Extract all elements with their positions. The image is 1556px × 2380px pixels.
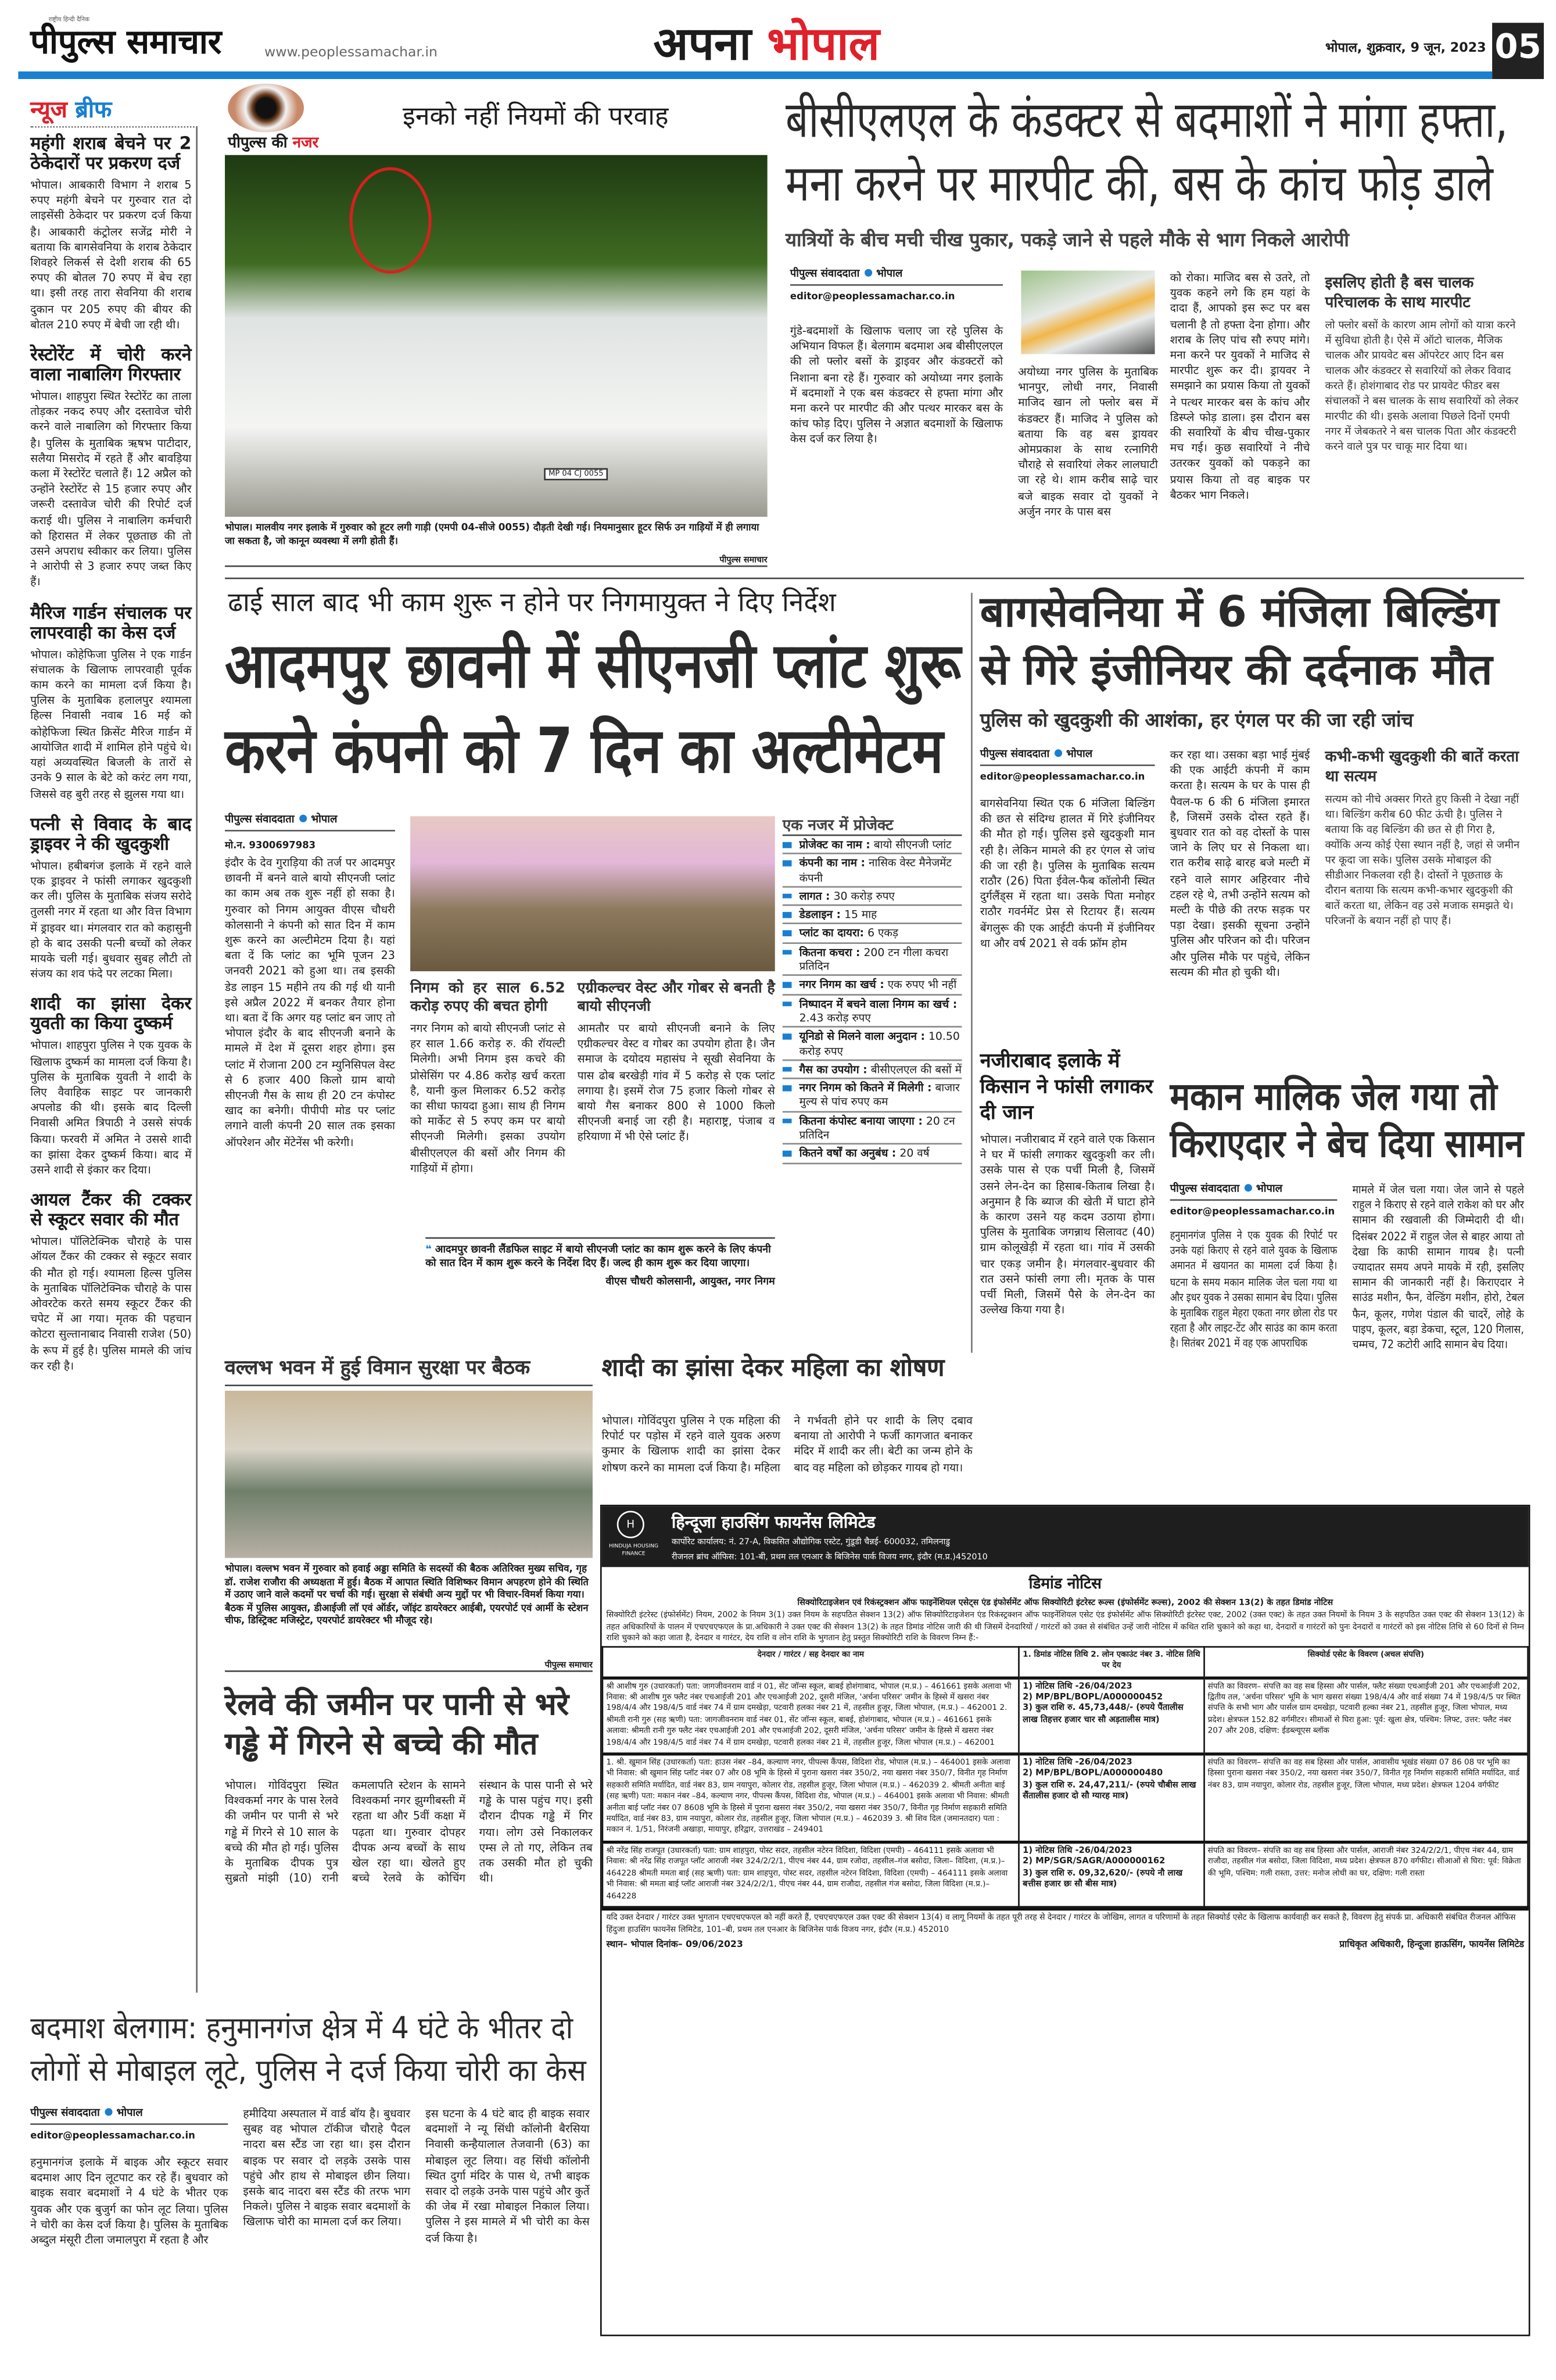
factbox-value: बायो सीएनजी प्लांट [873, 837, 952, 851]
reporter-email[interactable]: editor@peoplessamachar.co.in [980, 772, 1145, 783]
page-number: 05 [1492, 23, 1544, 79]
brief-item [30, 134, 191, 333]
secured-asset: संपति का विवरण– संपत्ति का वह सब हिस्सा और पार्सल, आवासीय भूखंड संख्या 07 86 08 पर भूमि का हिस्सा पुराना खसरा नंबर 350/2, नया खसरा नंबर 350/7, विनीत गृह निर्माण सहकारी समिति मर्यादित, वार्ड नंबर 83, ग्राम नयापुरा, कोलार रोड, तहसील हुजूर, जिला भोपाल, मध्य प्रदेश। क्षेत्रफल 1204 वर्गफीट [1204, 1754, 1528, 1842]
section-title [654, 18, 880, 73]
loot-body-col1: हनुमानगंज इलाके में बाइक और स्कूटर सवार बदमाश आए दिन लूटपाट कर रहे हैं। बुधवार को बाइक सवार बदमाशों ने 4 घंटे के भीतर एक युवक और एक बुजुर्ग का फोन लूट लिया। पुलिस ने चोरी का केस दर्ज किया है। पुलिस के मुताबिक अब्दुल मंसूरी टीला जमालपुरा में रहता है और [30, 2155, 228, 2247]
bcll-headline: बीसीएलएल के कंडक्टर से बदमाशों ने मांगा हफ्ता, मना करने पर मारपीट की, बस के कांच फोड़ डाले [786, 90, 1508, 213]
bullet-icon [299, 815, 306, 822]
factbox-row-text [799, 926, 898, 940]
number-plate: MP 04 CJ 0055 [544, 468, 608, 480]
loot-headline: बदमाश बेलगाम: हनुमानगंज क्षेत्र में 4 घंटे के भीतर दो लोगों से मोबाइल लूटे, पुलिस ने दर्ज किया चोरी का केस [30, 2009, 586, 2089]
factbox-row [783, 1028, 962, 1061]
bullet-icon [783, 1118, 792, 1123]
company-name: हिन्दूजा हाउसिंग फायनेंस लिमिटेड [671, 1512, 876, 1533]
photo-caption: भोपाल। मालवीय नगर इलाके में गुरुवार को हूटर लगी गाड़ी (एमपी 04-सीजे 0055) दौड़ती देखी गई। नियमानुसार हूटर सिर्फ उन गाड़ियों में ही लगाया जा सकता है, जो कानून व्यवस्था में लगी होती हैं। [225, 521, 759, 547]
amount-due: 3) कुल राशि रु. 09,32,620/- (रुपये नौ लाख बत्तीस हजार छः सौ बीस मात्र) [1023, 1869, 1183, 1889]
col-header: सिक्योर्ड एसेट के विवरण (अचल संपत्ति) [1204, 1647, 1528, 1677]
debtor-names: श्री आशीष गुरु (उधारकर्ता) पता: जागजीवनराम वार्ड नं 01, सेंट जॉन्स स्कूल, बाबई होशंगाबाद, भोपाल (म.प्र.) – 461661 इसके अलावा भी निवास: श्री आशीष गुरु फ्लैट नंबर एचआईजी 201 और एचआईजी 202, दूसरी मंजिल, 'अर्चना परिसर' जमीन के हिस्से में खसरा नंबर 198/4/4 और 198/4/5 वार्ड नंबर 74 में ग्राम दमखेड़ा, पटवारी हलका नंबर 21 में, तहसील हुजूर, जिला भोपाल, (म.प्र.) – 462001 2. श्रीमती रानी गुरु (सह ऋणी) पता: जागजीवनराम वार्ड नंबर 01, सेंट जॉन्स स्कूल, बाबई, होशंगाबाद, भोपाल (म.प्र.) – 461661 इसके अलावा: श्रीमती रानी गुरु फ्लैट नंबर एचआईजी 201 और एचआईजी 202, दूसरी मंजिल, 'अर्चना परिसर' जमीन के हिस्से में खसरा नंबर 198/4/4 और 198/4/5 वार्ड नंबर 74 में ग्राम दमखेड़ा, पटवारी हलका नंबर 21 में, तहसील हुजूर, जिला भोपाल (म.प्र.) – 462001 [603, 1677, 1019, 1754]
bullet-icon [1054, 749, 1062, 757]
bag-headline: बागसेवनिया में 6 मंजिला बिल्डिंग से गिरे इंजीनियर की दर्दनाक मौत [980, 586, 1499, 695]
factbox-row [783, 887, 962, 906]
nazar-label-a: पीपुल्स की [228, 135, 288, 152]
reporter: पीपुल्स संवाददाता [225, 813, 295, 826]
factbox-row-text [799, 908, 877, 922]
bullet-icon [783, 1067, 792, 1072]
loot-body-col2: हमीदिया अस्पताल में वार्ड बॉय है। बुधवार सुबह वह भोपाल टॉकीज चौराहे पैदल नादरा बस स्टैंड जा रहा था। इस दौरान बाइक पर सवार दो लड़के उसके पास पहुंचे और हाथ से मोबाइल छीन लिया। इसके बाद नादरा बस स्टैंड की तरफ भाग निकले। पुलिस ने बाइक सवार बदमाशों के खिलाफ चोरी का मामला दर्ज कर लिया। [243, 2106, 411, 2229]
brief-item [30, 1190, 191, 1374]
factbox-row-text [799, 838, 952, 851]
photo-caption: भोपाल। वल्लभ भवन में गुरुवार को हवाई अड्डा समिति के सदस्यों की बैठक अतिरिक्त मुख्य सचिव, गृह डॉ. राजेश राजौरा की अध्यक्षता में हुई। बैठक में आपात स्थिति विशिष्कर विमान अपहरण होने की स्थिति में उठाए जाने वाले कदमों पर चर्चा की गई। सुरक्षा से संबंधी अन्य मुद्दों पर भी विचार-विमर्श किया गया। बैठक में पुलिस आयुक्त, डीआईजी लॉ एवं ऑर्डर, जॉइंट डायरेक्टर आईबी, एयरपोर्ट एवं आर्मी के स्टेशन चीफ, डिस्ट्रिक्ट मजिस्ट्रेट, एयरपोर्ट डायरेक्टर भी मौजूद रहे। [225, 1562, 589, 1627]
highlight-circle [349, 167, 431, 274]
hinduja-logo-icon: H [617, 1511, 644, 1538]
najib-story [980, 1048, 1155, 1318]
sidebar-headline: कभी-कभी खुदकुशी की बातें करता था सत्यम [1325, 749, 1519, 786]
brief-headline: पत्नी से विवाद के बाद ड्राइवर ने की खुदकुशी [30, 813, 192, 854]
adampur-byline [225, 813, 395, 851]
makan-body-col1: हनुमानगंज पुलिस ने एक युवक की रिपोर्ट पर उनके यहां किराए से रहने वाले युवक के खिलाफ अमानत में खयानत का मामला दर्ज किया है। घटना के समय मकान मालिक जेल चला गया था और इधर युवक ने उसका सामान बेच दिया। पुलिस के मुताबिक राहुल मेहरा एकता नगर छोला रोड पर रहता है और लाइट-टेंट और साउंड का काम करता है। सितंबर 2021 में वह एक आपराधिक [1170, 1228, 1338, 1351]
factbox-key: लागत : [799, 889, 830, 903]
brief-item [30, 603, 191, 802]
project-factbox [783, 813, 962, 1164]
reporter: पीपुल्स संवाददाता [980, 747, 1050, 760]
bullet-icon [783, 1086, 792, 1091]
reporter: पीपुल्स संवाददाता [1170, 1182, 1240, 1195]
factbox-row-text [799, 1114, 962, 1142]
bag-body-col2: कर रहा था। उसका बड़ा भाई मुंबई की एक आईटी कंपनी में काम करता है। सत्यम के घर के पास ही पैवल-फ 6 की 6 मंजिला इमारत है, जिसमें उसके दोस्त रहते हैं। बुधवार रात को वह दोस्तों के पास जाने के लिए घर से निकला था। रात करीब साढ़े बारह बजे मल्टी में रहने वाले सागर अहिरवार नीचे टहल रहे थे, तभी उन्होंने सत्यम को मल्टी के पीछे की तरफ सड़क पर पड़ा देखा। इसकी सूचना उन्होंने पुलिस और परिजन को दी। परिजन और पुलिस मौके पर पहुंचे, लेकिन सत्यम की मौत हो चुकी थी। [1170, 747, 1310, 979]
brief-title-a: न्यूज [30, 95, 67, 123]
photo-landfill [410, 816, 775, 971]
factbox-value: 200 टन गीला कचरा प्रतिदिन [799, 945, 949, 973]
factbox-value: 2.43 करोड़ रुपए [799, 1011, 871, 1025]
dateline-city: भोपाल [311, 813, 338, 826]
shadi-headline: शादी का झांसा देकर महिला का शोषण [601, 1352, 945, 1382]
tagline: राष्ट्रीय हिन्दी दैनिक [48, 15, 90, 23]
railway-headline: रेलवे की जमीन पर पानी से भरे गड्ढे में गिरने से बच्चे की मौत [225, 1685, 569, 1762]
dateline-city: भोपाल [116, 2106, 143, 2119]
notice-date: 1) नोटिस तिथि -26/04/2023 [1023, 1846, 1132, 1856]
header-rule [18, 71, 1492, 79]
notice-row [603, 1842, 1528, 1906]
dateline-city: भोपाल [1066, 747, 1093, 760]
loot-body-col3: इस घटना के 4 घंटे बाद ही बाइक सवार बदमाशों ने न्यू सिंधी कॉलोनी बैरसिया निवासी कन्हैयालाल तेजवानी (63) का मोबाइल लूट लिया। वह सिंधी कॉलोनी स्थित दुर्गा मंदिर के पास थे, तभी बाइक सवार दो लड़के उनके पास पहुंचे और कुर्ते की जेब में रखा मोबाइल निकाल लिया। पुलिस ने इस मामले में भी चोरी का केस दर्ज किया है। [425, 2106, 590, 2245]
demand-notice-ad [600, 1505, 1530, 2336]
footer-text: यदि उक्त देनदार / गारंटर उक्त भुगतान एचएचएफएल को नहीं करते हैं, एचएचएफएल उक्त एक्ट की सेक्शन 13(4) व लागू नियमों के तहत पूरी तरह से देनदार / गारंटर के जोखिम, लागत व परिणामों के तहत सिक्योर्ड एसेट के खिलाफ कार्यवाही कर सकते है, विवरण हेतु संपर्क प्रा. अधिकारी संबंधित रीजनल ऑफिस हिंदुजा हाउसिंग फायनेंस लिमिटेड, 101–बी, प्रथम तल एनआर के बिजिनेस पार्क विजय नगर, इंदौर (म.प्र.) 452010 [606, 1913, 1516, 1934]
adampur-body-col2 [410, 980, 565, 1176]
railway-body: भोपाल। गोविंदपुरा स्थित विश्वकर्मा नगर के पास रेलवे की जमीन पर पानी से भरे गड्ढे में गिरने से 10 साल के बच्चे की मौत हो गई। पुलिस के मुताबिक दीपक पुत्र सुब्रतो मांझी (10) रानी कमलापति स्टेशन के सामने विश्वकर्मा नगर झुग्गीबस्ती में रहता था और 5वीं कक्षा में पढ़ता था। गुरुवार दोपहर दीपक अन्य बच्चों के साथ खेल रहा था। खेलते हुए बच्चे रेलवे के कोचिंग संस्थान के पास पानी से भरे गड्ढे के पास पहुंच गए। इसी दौरान दीपक गड्ढे में गिर गया। लोग उसे निकालकर एम्स ले तो गए, लेकिन तब तक उसकी मौत हो चुकी थी। [225, 1778, 593, 1885]
factbox-key: निष्पादन में बचने वाला निगम का खर्च : [799, 996, 958, 1011]
bullet-icon [783, 893, 792, 899]
adampur-kicker: ढाई साल बाद भी काम शुरू न होने पर निगमायुक्त ने दिए निर्देश [228, 588, 836, 619]
debtor-names: 1. श्री. खुमान सिंह (उधारकर्ता) पता: हाउस नंबर –84, कल्याण नगर, पीपल्स कैंपस, विदिशा रोड, भोपाल (म.प्र.) – 464001 इसके अलावा भी निवास: श्री खुमान सिंह प्लॉट नंबर 07 और 08 भूमि के हिस्से में पुराना खसरा नंबर 350/2, नया खसरा नंबर 350/7, विनीत गृह निर्माण सहकारी समिति मर्यादित, वार्ड नंबर 83, ग्राम नयापुरा, कोलार रोड, तहसील हुजूर, जिला भोपाल (म.प्र.) – 462039 2. श्रीमती अनीता बाई (सह ऋणी) पता: मकान नंबर –84, कल्याण नगर, पीपल्स कैंपस, विदिशा रोड, भोपाल (म.प्र.) – 464001 इसके अलावा भी निवास: श्रीमती अनीता बाई प्लॉट नंबर 07 8608 भूमि के हिस्से में पुराना खसरा नंबर 350/2, नया खसरा नंबर 350/7, विनीत गृह निर्माण सहकारी समिति मर्यादित, वार्ड नंबर 83, ग्राम नयापुरा, कोलार रोड, तहसील हुजूर, जिला भोपाल (म.प्र.) – 462039 3. श्री शिव दिल (जमानतदार) पता : मकान नं. 1/51, निरंजनी अखाड़ा, मायापुर, हरिद्वार, उत्तराखंड – 249401 [603, 1754, 1019, 1842]
factbox-key: डेडलाइन : [799, 907, 841, 922]
factbox-value: नासिक वेस्ट मैनेजमेंट कंपनी [799, 856, 952, 884]
photo-bus [1021, 271, 1155, 355]
subhead: एग्रीकल्चर वेस्ट और गोबर से बनती है बायो सीएनजी [577, 980, 775, 1015]
factbox-row-text [799, 1029, 962, 1058]
notice-row [603, 1754, 1528, 1842]
factbox-key: कितना कचरा : [799, 945, 861, 959]
bullet-icon [864, 269, 872, 277]
secured-asset: संपति का विवरण– संपत्ति का वह सब हिस्सा और पार्सल, आराजी नंबर 324/2/2/1, पीएच नंबर 44, ग्राम राजौदा, तहसील गंज बसोदा, जिला विदिशा, मध्य प्रदेश। क्षेत्रफल 870 वर्गफीट। सीआओं से घिरा: पूर्व: विक्रेता की भूमि, पश्चिम: गली रास्ता, उत्तर: मनोज लोधी का घर, दक्षिण: गली रास्ता [1204, 1842, 1528, 1906]
loan-account: 2) MP/SGR/SAGR/A000000162 [1023, 1858, 1166, 1867]
factbox-row-text [799, 889, 895, 903]
notice-date: 1) नोटिस तिथि -26/04/2023 [1023, 1758, 1132, 1768]
bag-sidebar [1325, 748, 1524, 929]
bcll-body-col3: को रोका। माजिद बस से उतरे, तो युवक कहने लगे कि हम यहां के दादा हैं, आपको इस रूट पर बस चलानी है तो हफ्ता देना होगा। और शराब के लिए पांच सौ रुपए मांगे। मना करने पर युवकों ने माजिद से मारपीट शुरू कर दी। ड्रायवर ने समझाने का प्रयास किया तो युवकों ने पत्थर मारकर बस के कांच और डिस्प्ले फोड़ डाला। इस दौरान बस की सवारियों के बीच चीख-पुकार मच गई। कुछ सवारियों ने नीचे उतरकर युवकों को पकड़ने का प्रयास किया तो वह बाइक पर बैठकर भाग निकले। [1170, 270, 1310, 502]
brief-item [30, 994, 191, 1178]
brief-body: भोपाल। शाहपुरा पुलिस ने एक युवक के खिलाफ दुष्कर्म का मामला दर्ज किया है। पुलिस के मुताबिक युवती ने शादी के लिए वैवाहिक साइट पर जानकारी अपलोड की थी। इसके बाद दिल्ली निवासी अमित त्रिपाठी ने उससे संपर्क किया। फरवरी में अमित ने उससे शादी का झांसा देकर दुष्कर्म किया। बाद में उसने शादी से इंकार कर दिया। [30, 1039, 192, 1177]
brief-headline: मैरिज गार्डन संचालक पर लापरवाही का केस दर्ज [30, 601, 192, 643]
section-title-b: भोपाल [767, 18, 880, 71]
bcll-body-col1: गुंडे-बदमाशों के खिलाफ चलाए जा रहे पुलिस के अभियान विफल हैं। बेलगाम बदमाश अब बीसीएलएल की लो फ्लोर बसों के ड्राइवर और कंडक्टरों को निशाना बना रहे हैं। गुरुवार को अयोध्या नगर इलाके में बदमाशों ने एक बस कंडक्टर से हफ्ता मांगा और मना करने पर मारपीट की और पत्थर मारकर बस के कांच फोड़ दिए। पुलिस ने अज्ञात बदमाशों के खिलाफ केस दर्ज कर लिया है। [790, 324, 1003, 446]
reporter-email[interactable]: editor@peoplessamachar.co.in [790, 292, 955, 303]
brief-headline: रेस्टोरेंट में चोरी करने वाला नाबालिग गिरफ्तार [30, 343, 192, 385]
factbox-row [783, 976, 962, 995]
sidebar-body: सत्यम को नीचे अक्सर गिरते हुए किसी ने देखा नहीं था। बिल्डिंग करीब 60 फीट ऊंची है। पुलिस ने बताया कि वह बिल्डिंग की छत से ही गिरा है, क्योंकि अन्य कोई ऐसा स्थान नहीं है, जहां से जमीन पर कूदा जा सके। पुलिस उसके मोबाइल की सीडीआर निकलवा रही है। दोस्तों ने पूछताछ के दौरान बताया कि सत्यम कभी-कभार खुदकुशी की बातें करता था, लेकिन वह उसे मजाक समझते थे। परिजनों के बयान नहीं हो पाए हैं। [1325, 793, 1520, 928]
bag-body-col1: बागसेवनिया स्थित एक 6 मंजिला बिल्डिंग की छत से संदिग्ध हालत में गिरे इंजीनियर की मौत हो गई। पुलिस इसे खुदकुशी मान रही है। लेकिन मामले की हर एंगल से जांच की जा रही है। पुलिस के मुताबिक सत्यम राठौर (26) पिता ईवेल-फैब कॉलोनी स्थित दुर्गलैंड्स में रहता था। उसके पिता मनोहर राठौर गवर्नमेंट प्रेस से रिटायर हैं। सत्यम बेंगलुरू की एक आईटी कंपनी में इंजीनियर था और वर्ष 2021 से वर्क फ्रॉम होम [980, 796, 1155, 950]
photo-credit: पीपुल्स समाचार [225, 553, 768, 567]
factbox-row-text [799, 997, 962, 1025]
masthead-logo [30, 15, 255, 64]
brief-body: भोपाल। आबकारी विभाग ने शराब 5 रुपए महंगी बेचने पर गुरुवार रात दो लाइसेंसी ठेकेदार पर प्रकरण दर्ज किया है। आबकारी कंट्रोलर सजेंद्र मोरी ने बताया कि बागसेवनिया के शराब ठेकेदार शिवहरे लिकर्स से देशी शराब की 65 रुपए की बोतल 70 रुपए में बेच रहा था। इसी तरह तारा सेवनिया की शराब दुकान पर 205 रुपए की बीयर की बोतल 210 रुपए में बेची जा रही थी। [30, 177, 192, 331]
logo-text: HINDUJA HOUSING FINANCE [608, 1542, 659, 1556]
sidebar-body: लो फ्लोर बसों के कारण आम लोगों को यात्रा करने में सुविधा होती है। ऐसे में ऑटो चालक, मैजिक चालक और प्रायवेट बस ऑपरेटर आए दिन बस चालक और कंडक्टर से सवारियों को लेकर विवाद करते हैं। होशंगाबाद रोड पर प्रायवेट फीडर बस संचालकों ने बस चालक के साथ सवारियों को लेकर मारपीट की थी। इसके अलावा पिछले दिनों एमपी नगर में जेबकतरे ने बस चालक पिता और कंडक्टरी करने वाले पुत्र पर चाकू मार दिया था। [1325, 319, 1519, 453]
factbox-key: कंपनी का नाम : [799, 856, 866, 870]
regional-office: रीजनल ब्रांच ऑफिस: 101-बी, प्रथम तल एनआर के बिजिनेस पार्क विजय नगर, इंदौर (म.प्र.)452010 [671, 1553, 988, 1563]
factbox-value: 20 टन प्रतिदिन [799, 1114, 955, 1142]
place-date: स्थान– भोपाल दिनांक– 09/06/2023 [606, 1939, 743, 1950]
brief-title-b: ब्रीफ [75, 95, 112, 123]
brief-item [30, 345, 191, 591]
factbox-key: नगर निगम को कितने में मिलेगी : [799, 1080, 932, 1095]
factbox-row [783, 906, 962, 925]
factbox-row [783, 836, 962, 854]
column-divider [196, 126, 197, 1992]
bullet-icon [783, 931, 792, 936]
photo-hooter-car [225, 155, 768, 517]
factbox-key: गैस का उपयोग : [799, 1062, 867, 1076]
factbox-key: प्लांट का दायरा: [799, 926, 865, 940]
bullet-icon [1244, 1184, 1252, 1191]
corporate-office: कार्पोरेट कार्यालय: नं. 27-A, विकसित औद्योगिक एस्टेट, गुंडूडी चैन्नई- 600032, तमिलनाडु [671, 1538, 951, 1548]
brief-body: भोपाल। हबीबगंज इलाके में रहने वाले एक ड्राइवर ने फांसी लगाकर खुदकुशी कर ली। पुलिस के मुताबिक संजय सरोदे तुलसी नगर में रहता था और वित्त विभाग में ड्राइवर था। मंगलवार रात को कहासुनी हो के बाद उसकी पत्नी बच्चों को लेकर मायके चली गई। बुधवार सुबह लौटी तो संजय का शव फंदे पर लटका मिला। [30, 858, 192, 981]
site-url[interactable]: www.peoplessamachar.in [264, 45, 438, 61]
reporter: पीपुल्स संवाददाता [30, 2106, 100, 2119]
bag-subtitle: पुलिस को खुदकुशी की आशंका, हर एंगल पर की जा रही जांच [980, 708, 1414, 731]
factbox-key: प्रोजेक्ट का नाम : [799, 837, 870, 851]
reporter-email[interactable]: editor@peoplessamachar.co.in [30, 2131, 195, 2142]
brief-body: भोपाल। कोहेफिजा पुलिस ने एक गार्डन संचालक के खिलाफ लापरवाही पूर्वक काम करने का मामला दर्ज किया है। पुलिस के मुताबिक हलालपुर श्यामला हिल्स निवासी नवाब 16 मई को कोहेफिजा स्थित क्रिसेंट मैरिज गार्डन में आयोजित शादी में शामिल होने पहुंचे थे। यहां अव्यवस्थित बिजली के तारों से उनके 9 साल के बेटे को करंट लग गया, जिससे वह बुरी तरह से झुलस गया था। [30, 647, 192, 800]
factbox-value: 6 एकड़ [867, 926, 898, 940]
reporter-email[interactable]: editor@peoplessamachar.co.in [1170, 1207, 1335, 1218]
bullet-icon [783, 982, 792, 987]
bag-byline [980, 748, 1155, 783]
adampur-body-col3 [578, 980, 775, 1146]
factbox-row [783, 1061, 962, 1079]
makan-headline: मकान मालिक जेल गया तो किराएदार ने बेच दिया सामान [1170, 1074, 1524, 1166]
bullet-icon [783, 1001, 792, 1007]
factbox-row [783, 943, 962, 976]
brief-item [30, 814, 191, 982]
nazar-label [225, 134, 321, 153]
notice-content [602, 1506, 1529, 1955]
factbox-row-text [799, 856, 962, 885]
factbox-row-text [799, 1147, 930, 1161]
factbox-title: एक नजर में प्रोजेक्ट [783, 813, 962, 836]
dateline-city: भोपाल [1256, 1182, 1283, 1195]
col-header: देनदार / गारंटर / सह देनदार का नाम [603, 1647, 1019, 1677]
factbox-key: यूनिडो से मिलने वाला अनुदान : [799, 1029, 925, 1043]
factbox-value: बीसीएलएल की बसों में [870, 1062, 962, 1076]
najib-body: भोपाल। नजीराबाद में रहने वाले एक किसान ने घर में फांसी लगाकर खुदकुशी कर ली। उसके पास से एक पर्ची मिली है, जिसमें उसने लेन-देन का हिसाब-किताब लिखा है। अनुमान है कि ब्याज की खेती में घाटा होने के कारण उसने यह कदम उठाया होगा। पुलिस के मुताबिक जगन्नाथ सिलावट (40) ग्राम कोलूखेड़ी में रहता था। गांव में उसकी चार एकड़ जमीन है। मंगलवार-बुधवार की रात उसने फांसी लगा ली। मृतक के पास पर्ची मिली, जिसमें पैसे के लेन-देन का उल्लेख किया गया है। [980, 1132, 1155, 1317]
bullet-icon [783, 912, 792, 918]
bcll-subtitle: यात्रियों के बीच मची चीख पुकार, पकड़े जाने से पहले मौके से भाग निकले आरोपी [786, 228, 1349, 251]
reporter: पीपुल्स संवाददाता [790, 267, 860, 280]
photo-meeting [225, 1391, 593, 1558]
brief-body: भोपाल। पॉलिटेक्निक चौराहे के पास ऑयल टैंकर की टक्कर से स्कूटर सवार की मौत हो गई। श्यामला हिल्स पुलिस के मुताबिक पॉलिटेक्निक चौराहे के पास ओवरटेक करते समय स्कूटर टैंकर की चपेट में आ गया। मृतक की पहचान कोटरा सुल्तानाबाद निवासी राजेश (50) के रूप में हुई है। पुलिस मामले की जांच कर रही है। [30, 1234, 192, 1372]
subhead: निगम को हर साल 6.52 करोड़ रुपए की बचत होगी [410, 980, 565, 1015]
signatory: प्राधिकृत अधिकारी, हिन्दूजा हाऊसिंग, फायनेंस लिमिटेड [1339, 1939, 1525, 1950]
reporter-phone: मो.न. 9300697983 [225, 840, 316, 851]
bullet-icon [783, 861, 792, 866]
bcll-sidebar [1325, 274, 1524, 454]
shadi-body: भोपाल। गोविंदपुरा पुलिस ने एक महिला की रिपोर्ट पर पड़ोस में रहने वाले युवक अरुण कुमार के खिलाफ शादी का झांसा देकर शोषण करने का मामला दर्ज किया है। महिला ने गर्भवती होने पर शादी के लिए दबाव बनाया तो आरोपी ने फर्जी कागजात बनाकर मंदिर में शादी कर ली। बेटी का जन्म होने के बाद वह महिला को छोड़कर गायब हो गया। [601, 1413, 973, 1474]
loan-account: 2) MP/BPL/BOPL/A000000452 [1023, 1693, 1163, 1703]
factbox-row [783, 925, 962, 943]
adampur-body-col1: इंदौर के देव गुराड़िया की तर्ज पर आदमपुर छावनी में बनने वाले बायो सीएनजी प्लांट का काम अब तक शुरू नहीं हो सका है। गुरुवार को निगम आयुक्त वीएस चौधरी कोलसानी ने कंपनी को सात दिन में काम शुरू करने का अल्टीमेटम दिया है। यहां बता दें कि प्लांट का भूमि पूजन 23 जनवरी 2021 को हुआ था। तब इसकी डेड लाइन 15 महीने तय की गई थी यानी इसे अप्रैल 2022 में बनकर तैयार होना था। बता दें कि अगर यह प्लांट बन जाए तो भोपाल इंदौर के बाद सीएनजी बनाने के मामले में देश में दूसरा शहर होगा। इस प्लांट में रोजाना 200 टन म्युनिसिपल वेस्ट से 6 हजार 400 किलो ग्राम बायो सीएनजी गैस के साथ ही 20 टन कंपोस्ट खाद का बनेगी। पीपीपी मोड पर प्लांट लगाने वाली कंपनी 20 साल तक इसका ऑपरेशन और मेंटेनेंस भी करेगी। [225, 856, 395, 1149]
bcll-body-col2: अयोध्या नगर पुलिस के मुताबिक भानपुर, लोधी नगर, निवासी माजिद खान लो फ्लोर बस में कंडक्टर हैं। माजिद ने पुलिस को बताया कि वह बस ड्रायवर ओमप्रकाश के साथ रत्नागिरी चौराहे से सवारियां लेकर लालघाटी जा रहे थे। शाम करीब साढ़े चार बजे बाइक सवार दो युवकों ने अर्जुन नगर के पास बस [1018, 364, 1158, 518]
col-header: 1. डिमांड नोटिस तिथि 2. लोन एकाउंट नंबर 3. नोटिस तिथि पर देय [1019, 1647, 1204, 1677]
notice-subtitle: सिक्योरिटाइजेशन एवं रिकंस्ट्रक्शन ऑफ फाइनेंशियल एसेट्स एंड इंफोर्समेंट ऑफ सिक्योरिटी इंटरेस्ट रूल्स (इंफोर्समेंट रूल्स), 2002 की सेक्शन 13(2) के तहत डिमांड नोटिस [797, 1599, 1333, 1608]
factbox-value: 10.50 करोड़ रुपए [799, 1029, 960, 1058]
vallabh-headline: वल्लभ भवन में हुई विमान सुरक्षा पर बैठक [225, 1356, 593, 1386]
notice-table [602, 1646, 1529, 1907]
factbox-row-text [799, 945, 962, 974]
factbox-key: नगर निगम का खर्च : [799, 978, 884, 992]
bullet-icon [783, 842, 792, 847]
subhead-body: नगर निगम को बायो सीएनजी प्लांट से हर साल 1.66 करोड़ रु. की रॉयल्टी मिलेगी। अभी निगम इस कचरे की प्रोसेसिंग पर 4.86 करोड़ खर्च करता है, यानी कुल मिलाकर 6.52 करोड़ का सीधा फायदा हुआ। साथ ही निगम को मार्केट से 5 रुपए कम पर बायो सीएनजी मिलेगी। इसका उपयोग बीसीएलएल की बसों और निगम की गाड़ियों में होगा। [410, 1021, 565, 1175]
nazar-headline: इनको नहीं नियमों की परवाह [403, 102, 669, 133]
loan-account: 2) MP/BPL/BOPL/A000000480 [1023, 1770, 1163, 1779]
quote-text: आदमपुर छावनी लैंडफिल साइट में बायो सीएनजी प्लांट का काम शुरू करने के लिए कंपनी को सात दिन में काम शुरू करने के निर्देश दिए हैं। जल्द ही काम शुरू कर दिया जाएगा। [425, 1243, 771, 1269]
quote-icon: ❝ [425, 1243, 435, 1256]
secured-asset: संपति का विवरण– संपत्ति का वह सब हिस्सा और पार्सल, फ्लैट संख्या एचआईजी 201 और एचआईजी 202, द्वितीय तल, 'अर्चना परिसर' भूमि के भाग खसरा संख्या 198/4/4 और वार्ड संख्या 74 में 198/4/5 पर स्थित संपत्ति के सभी भाग और पार्सल ग्राम दमखेड़ा, पटवारी हल्का नंबर 21, तहसील हुजूर, जिला भोपाल, मध्य प्रदेश। क्षेत्रफल 152.82 वर्गमीटर। सीमाओं से घिरा हुआ: पूर्व: खुला क्षेत्र, पश्चिम: लिफ्ट, उत्तर: फ्लैट नंबर 207 और 208, दक्षिण: ईडब्ल्यूएस ब्लॉक [1204, 1677, 1528, 1754]
factbox-row [783, 1079, 962, 1112]
factbox-value: बाजार मुल्य से पांच रुपए कम [799, 1080, 960, 1109]
bullet-icon [783, 1034, 792, 1039]
makan-body-col2: मामले में जेल चला गया। जेल जाने से पहले राहुल ने किराए से रहने वाले राकेश को घर और सामान की रखवाली की जिम्मेदारी दी थी। दिसंबर 2022 में राहुल जेल से बाहर आया तो देखा कि काफी सामान गायब है। पत्नी ज्यादातर समय अपने मायके में रही, इसलिए सामान की जानकारी नहीं है। किराएदार ने साउंड मशीन, फैन, वेल्डिंग मशीन, होरो, टेबल फैन, कूलर, गणेश पंडाल की चादरें, लोहे के पाइप, कूलर, बड़ा डेकचा, स्टूल, 120 गिलास, चम्मच, 72 कटोरी आदि सामान बेच दिया। [1352, 1182, 1525, 1351]
makan-byline [1170, 1183, 1338, 1218]
dateline-city: भोपाल [876, 267, 903, 280]
amount-due: 3) कुल राशि रु. 45,73,448/- (रुपये पैंतालीस लाख तिहत्तर हजार चार सौ अड़तालीस मात्र) [1023, 1704, 1184, 1725]
subhead-body: आमतौर पर बायो सीएनजी बनाने के लिए एग्रीकल्चर वेस्ट व गोबर का उपयोग होता है। जैन समाज के दयोदय महासंघ ने सूखी सेवनिया के पास ढोब बरखेड़ी गांव में 5 करोड़ से एक प्लांट लगाया है। इसमें रोज 75 हजार किलो गोबर से बायो गैस बनाकर 800 से 1000 किलो सीएनजी बनाई जा रही है। महाराष्ट्र, पंजाब व हरियाणा में भी ऐसे प्लांट हैं। [577, 1021, 775, 1144]
nazar-label-b: नजर [292, 135, 319, 152]
notice-intro: सिक्योरिटी इंटरेस्ट (इंफोर्समेंट) नियम, 2002 के नियम 3(1) उक्त नियम के सहपठित सेक्शन 13(2) ऑफ सिक्योरिटाइजेशन एंड रिकंस्ट्रक्शन ऑफ फाइनेंशियल एसेट एंड इंफोर्समेंट ऑफ सिक्योरिटी इंटरेस्ट एक्ट, 2002 (उक्त एक्ट) के तहत उक्त नियमों के नियम 3 के सहपठित उक्त एक्ट की सेक्शन 13(12) के तहत अधिकारियों के पालन में एचएचएफएल के प्रा.अधिकारी ने उक्त एक्ट की सेक्शन 13(2) के तहत डिमांड नोटिस जारी की थी जिसमें देनदारियों / गारंटरों को उक्त से संबंधित उन्हें जारी नोटिस में कथित राशि चुकाने को कहा था, देनदारों व गारंटरों को पुनः देनदारों व गारंटरों को इस नोटिस तिथि से 60 दिनों से निम्न राशि चुकाने को कहा जाता है, देनदार व गारंटर, देय राशि व लोन राशि के भुगतान हेतु प्रस्तुत सिक्योरिटी राशि के विवरण निम्न हैं:- [606, 1611, 1525, 1644]
factbox-value: 20 वर्ष [899, 1146, 930, 1161]
factbox-value: 15 माह [844, 907, 877, 922]
bullet-icon [783, 950, 792, 955]
factbox-row-text [799, 1081, 962, 1110]
factbox-row [783, 995, 962, 1028]
factbox-row [783, 1112, 962, 1145]
bullet-icon [783, 1151, 792, 1157]
notice-date: 1) नोटिस तिथि -26/04/2023 [1023, 1681, 1132, 1691]
adampur-headline: आदमपुर छावनी में सीएनजी प्लांट शुरू करने कंपनी को 7 दिन का अल्टीमेटम [225, 629, 961, 788]
bullet-icon [105, 2108, 112, 2116]
notice-header [602, 1506, 1529, 1567]
brief-headline: आयल टैंकर की टक्कर से स्कूटर सवार की मौत [30, 1189, 192, 1230]
quote-attribution: वीएस चौधरी कोलसानी, आयुक्त, नगर निगम [605, 1275, 775, 1288]
factbox-value: 30 करोड़ रुपए [833, 889, 895, 903]
loot-byline [30, 2107, 228, 2142]
notice-footer [602, 1907, 1529, 1954]
eye-icon [228, 84, 304, 133]
section-title-a: अपना [653, 18, 751, 71]
issue-date: भोपाल, शुक्रवार, 9 जून, 2023 [1325, 41, 1486, 56]
brief-body: भोपाल। शाहपुरा स्थित रेस्टोरेंट का ताला तोड़कर नकद रुपए और दस्तावेज चोरी करने वाले नाबालिग को गिरफ्तार किया है। पुलिस के मुताबिक ऋषभ पाटीदार, सलैया मिसरोद में रहते हैं और बावड़िया कला में रेस्टोरेंट चलाते हैं। 12 अप्रैल को उन्होंने रेस्टोरेंट से 15 हजार रुपए और जरूरी दस्तावेज चोरी की रिपोर्ट दर्ज कराई थी। पुलिस ने नाबालिग कर्मचारी को हिरासत में लेकर पूछताछ की तो उसने अपराध स्वीकार कर लिया। पुलिस ने आरोपी से 3 हजार रुपए जब्त किए हैं। [30, 389, 192, 589]
factbox-row [783, 855, 962, 887]
logo-text: पीपुल्स समाचार [30, 24, 222, 63]
news-brief-title [30, 94, 112, 124]
factbox-key: कितना कंपोस्ट बनाया जाएगा : [799, 1114, 923, 1128]
notice-title: डिमांड नोटिस [1028, 1576, 1102, 1593]
brief-headline: शादी का झांसा देकर युवती का किया दुष्कर्म [30, 993, 192, 1035]
najib-headline: नजीराबाद इलाके में किसान ने फांसी लगाकर दी जान [980, 1050, 1153, 1125]
commissioner-quote [425, 1237, 775, 1289]
factbox-row-text [799, 1062, 962, 1076]
factbox-row [783, 1145, 962, 1164]
brief-headline: महंगी शराब बेचने पर 2 ठेकेदारों पर प्रकरण दर्ज [30, 132, 192, 174]
debtor-names: श्री नरेंद्र सिंह राजपूत (उधारकर्ता) पता: ग्राम शाहपुरा, पोस्ट सदर, तहसील नटेरन विदिशा, विदिशा (एमपी) – 464111 इसके अलावा भी निवास: श्री नरेंद्र सिंह राजपूत प्लॉट आराजी नंबर 324/2/2/1, पीएच नंबर 44, ग्राम रजोदा, तहसील–गंज बसोदा, जिला– विदिशा, (म.प्र.)– 464228 श्रीमती ममता बाई (सह ऋणी) पता: ग्राम शाहपुरा, पोस्ट सदर, तहसील नटेरन विदिशा, विदिशा (एमपी) – 464111 इसके अलावा भी निवास: श्री ममता बाई प्लॉट आराजी नंबर 324/2/2/1, पीएच नंबर 44, ग्राम राजौदा, तहसील गंज बसोदा, जिला विदिशा (म.प्र.)– 464228 [603, 1842, 1019, 1906]
news-brief-list [30, 134, 191, 1386]
notice-row [603, 1677, 1528, 1754]
factbox-row-text [799, 978, 957, 992]
amount-due: 3) कुल राशि रु. 24,47,211/- (रुपये चौबीस लाख सैंतालीस हजार दो सौ ग्यारह मात्र) [1023, 1781, 1196, 1802]
photo-credit: पीपुल्स समाचार [225, 1658, 593, 1672]
factbox-value: एक रुपए भी नहीं [887, 978, 957, 992]
sidebar-headline: इसलिए होती है बस चालक परिचालक के साथ मारपीट [1325, 275, 1474, 312]
bcll-byline [790, 267, 1003, 302]
factbox-key: कितने वर्षों का अनुबंध : [799, 1146, 897, 1161]
